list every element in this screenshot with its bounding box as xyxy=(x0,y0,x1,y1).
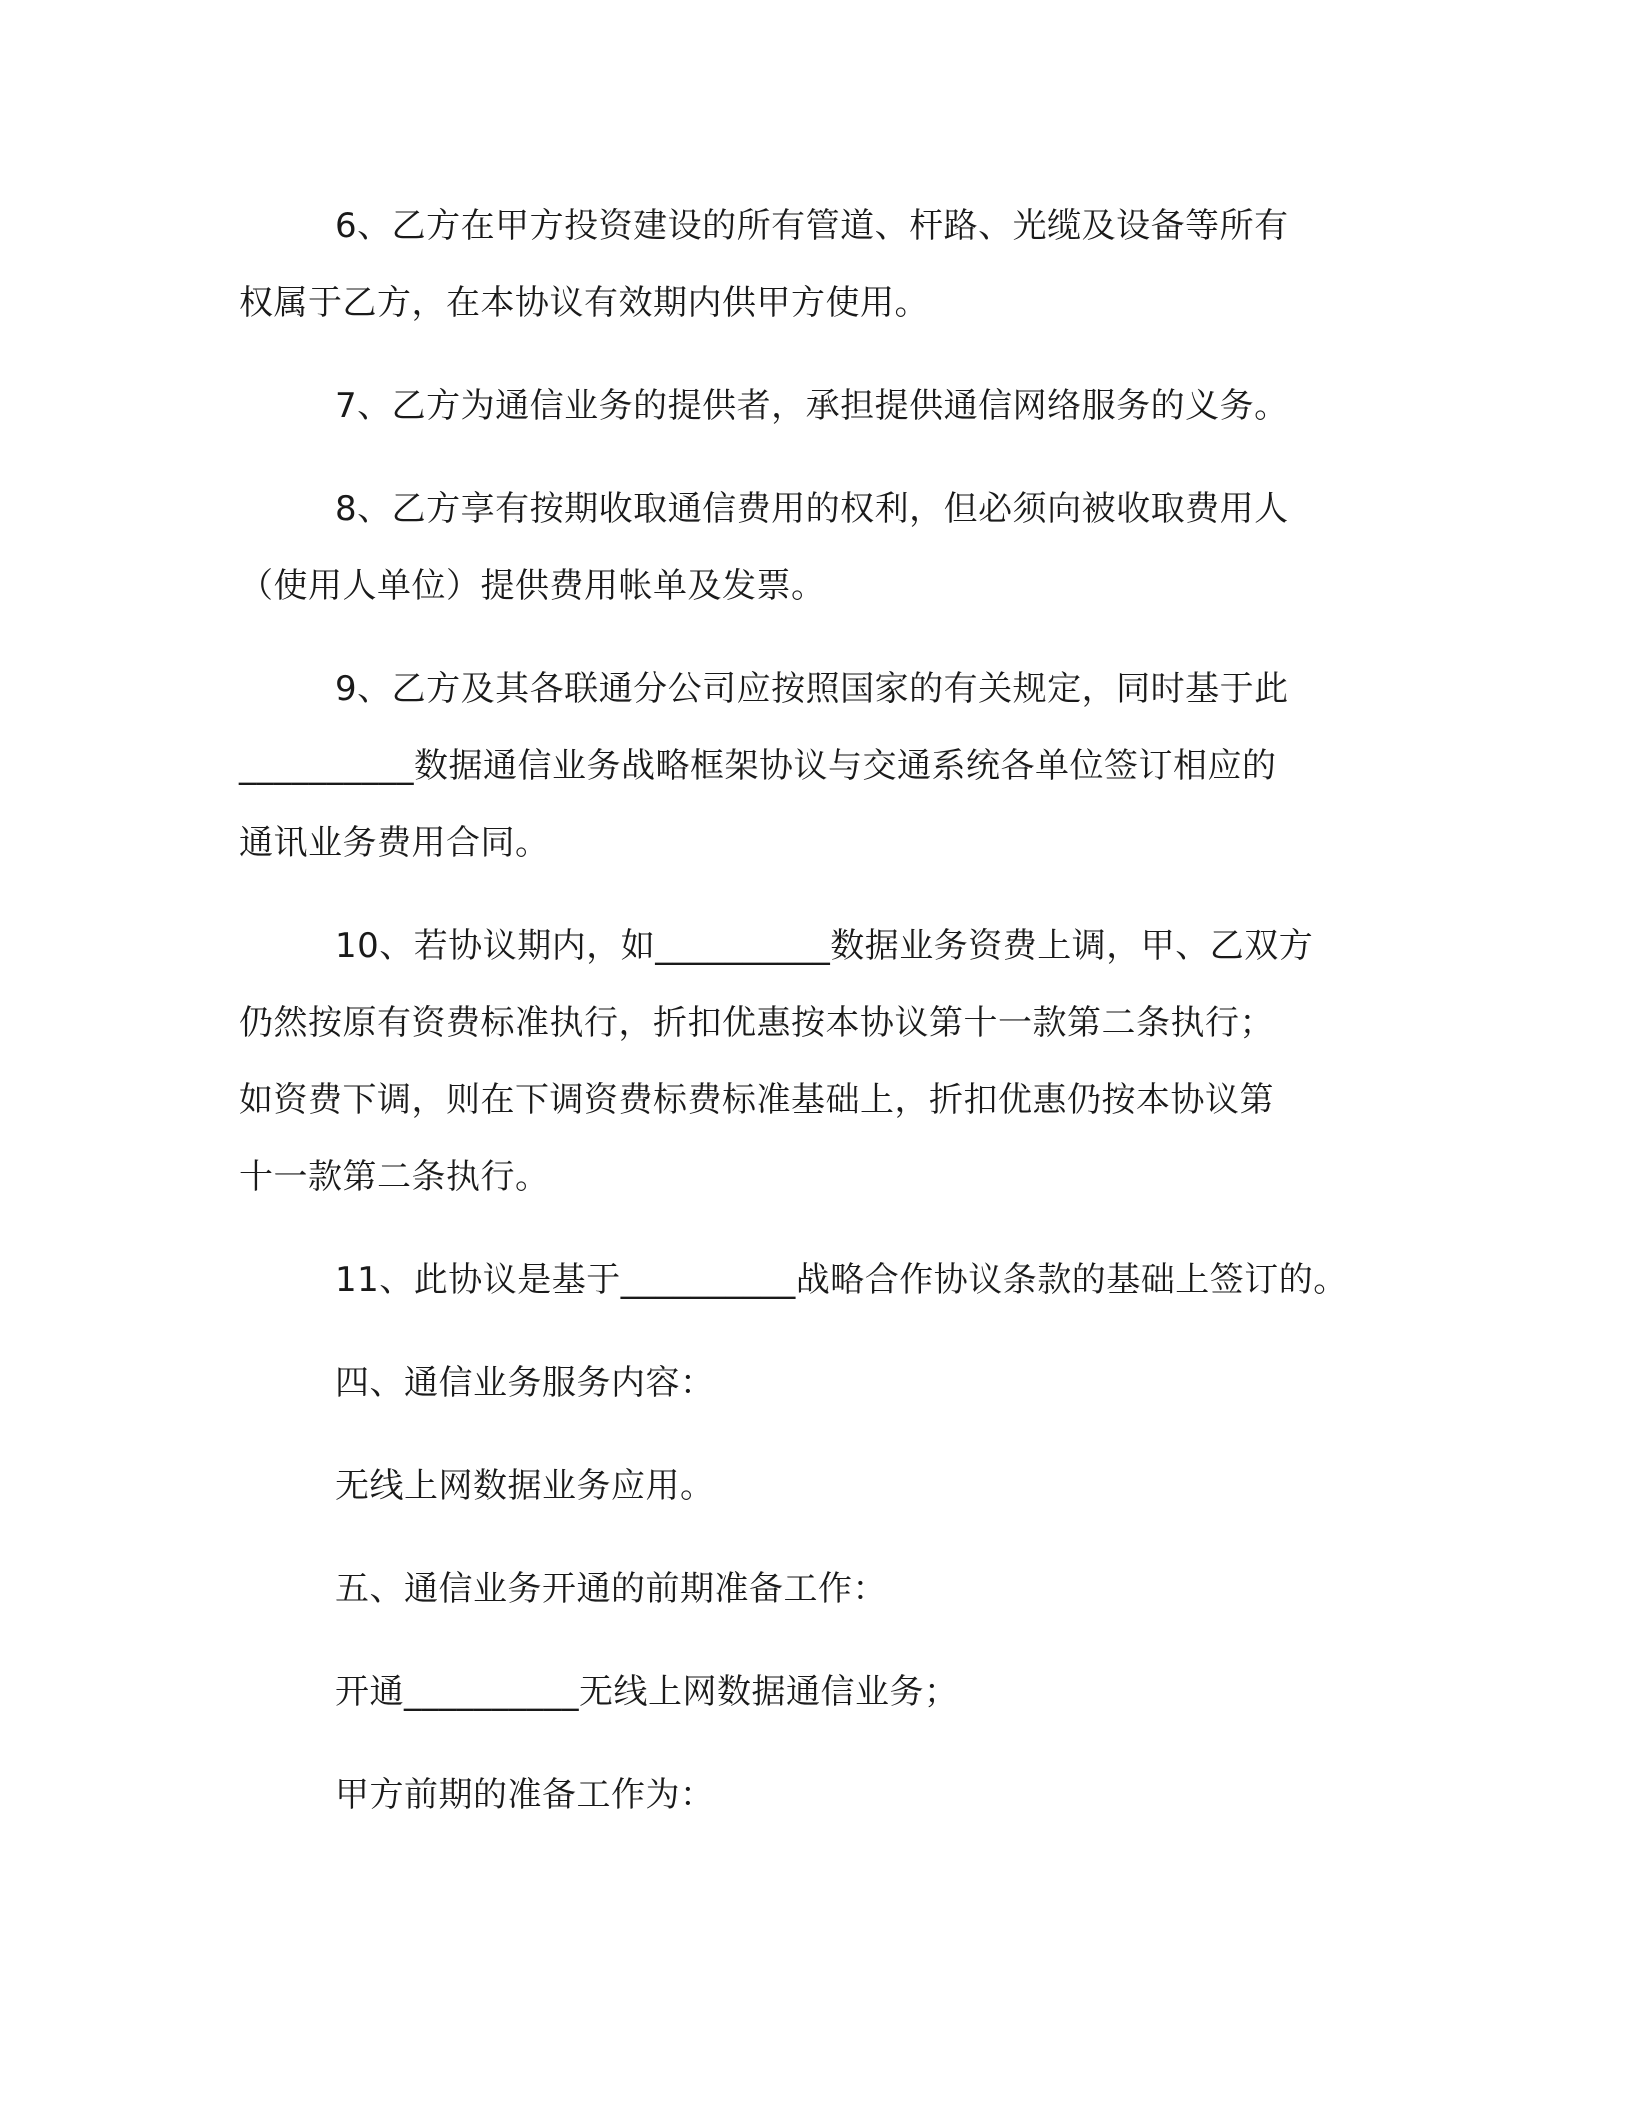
text-line: 如资费下调，则在下调资费标费标准基础上，折扣优惠仍按本协议第 xyxy=(239,1080,1274,1120)
text-line: 通讯业务费用合同。 xyxy=(239,823,550,863)
text-line: 开通__________无线上网数据通信业务； xyxy=(335,1672,959,1712)
text-line: 9、乙方及其各联通分公司应按照国家的有关规定，同时基于此 xyxy=(335,669,1289,709)
text-line: 11、此协议是基于__________战略合作协议条款的基础上签订的。 xyxy=(335,1260,1348,1300)
clause-8 xyxy=(239,471,1419,625)
document-body xyxy=(239,188,1419,1860)
text-line: 权属于乙方，在本协议有效期内供甲方使用。 xyxy=(239,283,929,323)
section-5-body xyxy=(239,1654,1419,1731)
clause-9 xyxy=(239,651,1419,882)
text-line: （使用人单位）提供费用帐单及发票。 xyxy=(239,566,826,606)
text-line: 仍然按原有资费标准执行，折扣优惠按本协议第十一款第二条执行； xyxy=(239,1003,1274,1043)
section-4-heading xyxy=(239,1345,1419,1422)
text-line: 五、通信业务开通的前期准备工作： xyxy=(335,1569,887,1609)
clause-6 xyxy=(239,188,1419,342)
text-line: 无线上网数据业务应用。 xyxy=(335,1466,715,1506)
text-line: 8、乙方享有按期收取通信费用的权利，但必须向被收取费用人 xyxy=(335,489,1289,529)
party-a-prep xyxy=(239,1757,1419,1834)
text-line: 十一款第二条执行。 xyxy=(239,1157,550,1197)
section-4-body xyxy=(239,1448,1419,1525)
text-line: 10、若协议期内，如__________数据业务资费上调，甲、乙双方 xyxy=(335,926,1314,966)
clause-7 xyxy=(239,368,1419,445)
text-line: 6、乙方在甲方投资建设的所有管道、杆路、光缆及设备等所有 xyxy=(335,206,1289,246)
clause-10 xyxy=(239,908,1419,1216)
clause-11 xyxy=(239,1242,1419,1319)
text-line: 四、通信业务服务内容： xyxy=(335,1363,715,1403)
text-line: 甲方前期的准备工作为： xyxy=(335,1775,715,1815)
text-line: 7、乙方为通信业务的提供者，承担提供通信网络服务的义务。 xyxy=(335,386,1289,426)
section-5-heading xyxy=(239,1551,1419,1628)
text-line: __________数据通信业务战略框架协议与交通系统各单位签订相应的 xyxy=(239,746,1277,786)
